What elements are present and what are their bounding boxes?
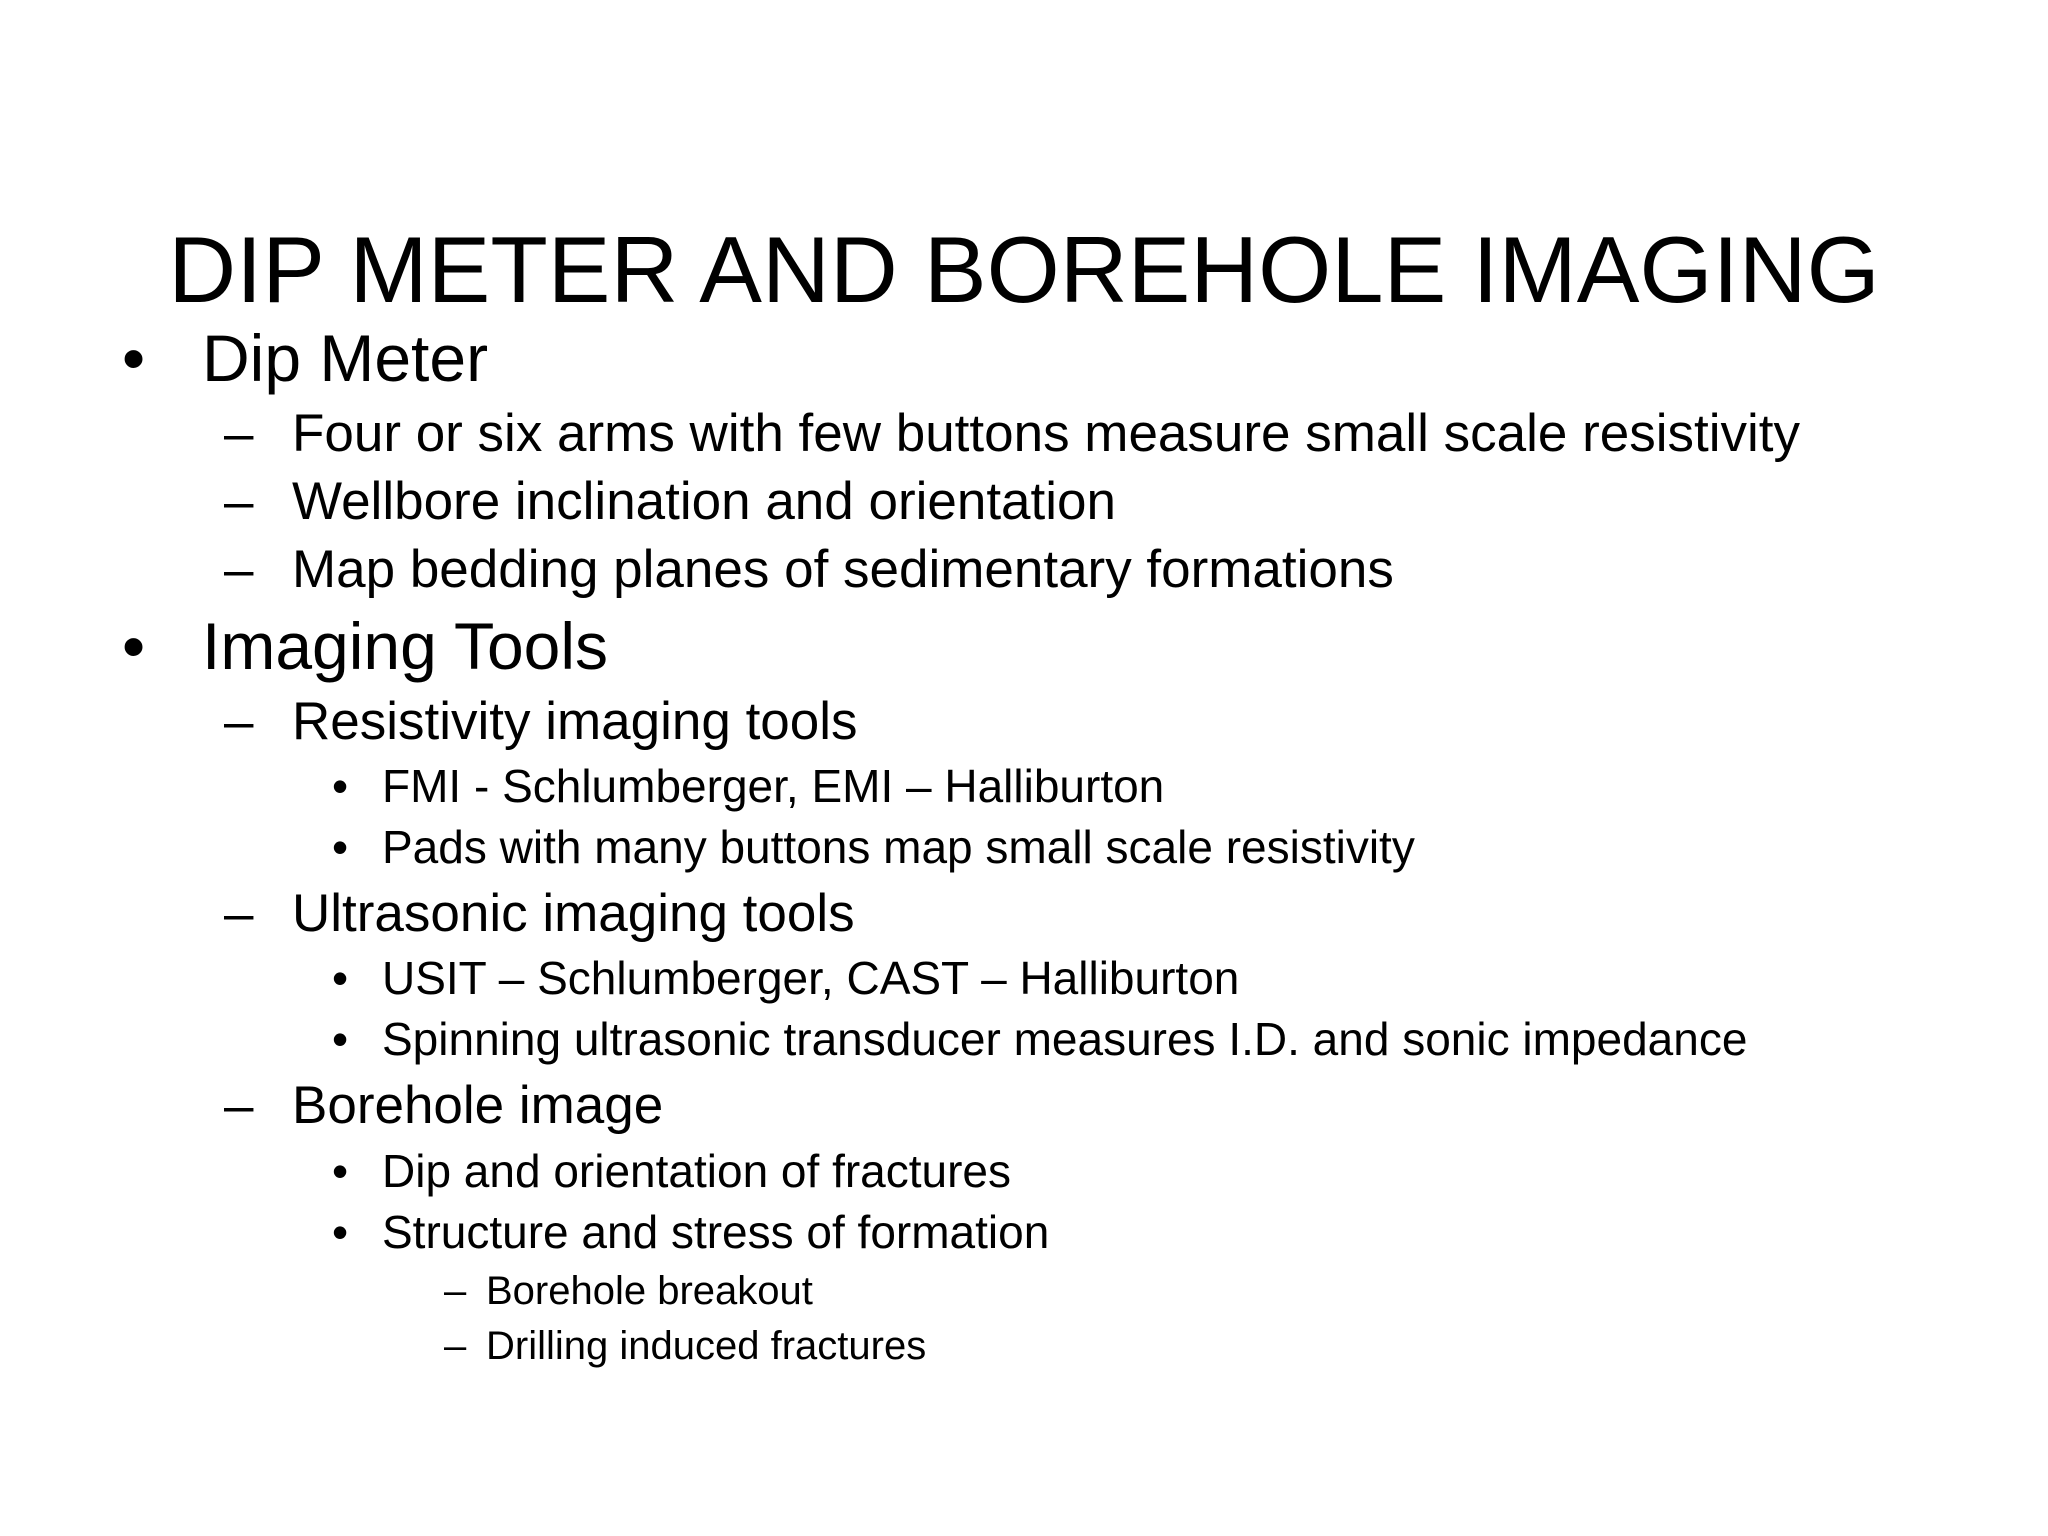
dash-marker: – [444,1269,467,1313]
level4-bullet-text: Borehole breakout [486,1269,813,1313]
bullet-text: Imaging Tools [202,609,609,683]
dash-marker: – [444,1324,467,1368]
sub-bullet-text: Borehole image [292,1076,664,1135]
bullet-marker: • [122,321,146,395]
sub-bullet-text: Ultrasonic imaging tools [292,884,855,943]
dash-marker: – [224,472,254,531]
sub-bullet-text: Wellbore inclination and orientation [292,472,1116,531]
sub-bullet-text: Resistivity imaging tools [292,692,858,751]
bullet-marker: • [332,1013,349,1065]
dash-marker: – [224,404,254,463]
dash-marker: – [224,540,254,599]
slide-title: DIP METER AND BOREHOLE IMAGING [168,217,1880,322]
sub-sub-bullet-text: Pads with many buttons map small scale resistivity [382,821,1415,873]
bullet-marker: • [332,1206,349,1258]
sub-sub-bullet-text: Spinning ultrasonic transducer measures I.D. and sonic impedance [382,1013,1748,1065]
sub-sub-bullet-text: Structure and stress of formation [382,1206,1050,1258]
sub-sub-bullet-text: Dip and orientation of fractures [382,1145,1012,1197]
dash-marker: – [224,1076,254,1135]
dash-marker: – [224,692,254,751]
bullet-marker: • [332,1145,349,1197]
dash-marker: – [224,884,254,943]
bullet-text: Dip Meter [202,321,489,395]
level4-bullet-text: Drilling induced fractures [486,1324,927,1368]
sub-bullet-text: Map bedding planes of sedimentary formations [292,540,1394,599]
bullet-marker: • [332,760,349,812]
bullet-marker: • [332,952,349,1004]
bullet-marker: • [122,609,146,683]
sub-sub-bullet-text: FMI - Schlumberger, EMI – Halliburton [382,760,1165,812]
sub-sub-bullet-text: USIT – Schlumberger, CAST – Halliburton [382,952,1240,1004]
sub-bullet-text: Four or six arms with few buttons measure small scale resistivity [292,404,1800,463]
bullet-marker: • [332,821,349,873]
